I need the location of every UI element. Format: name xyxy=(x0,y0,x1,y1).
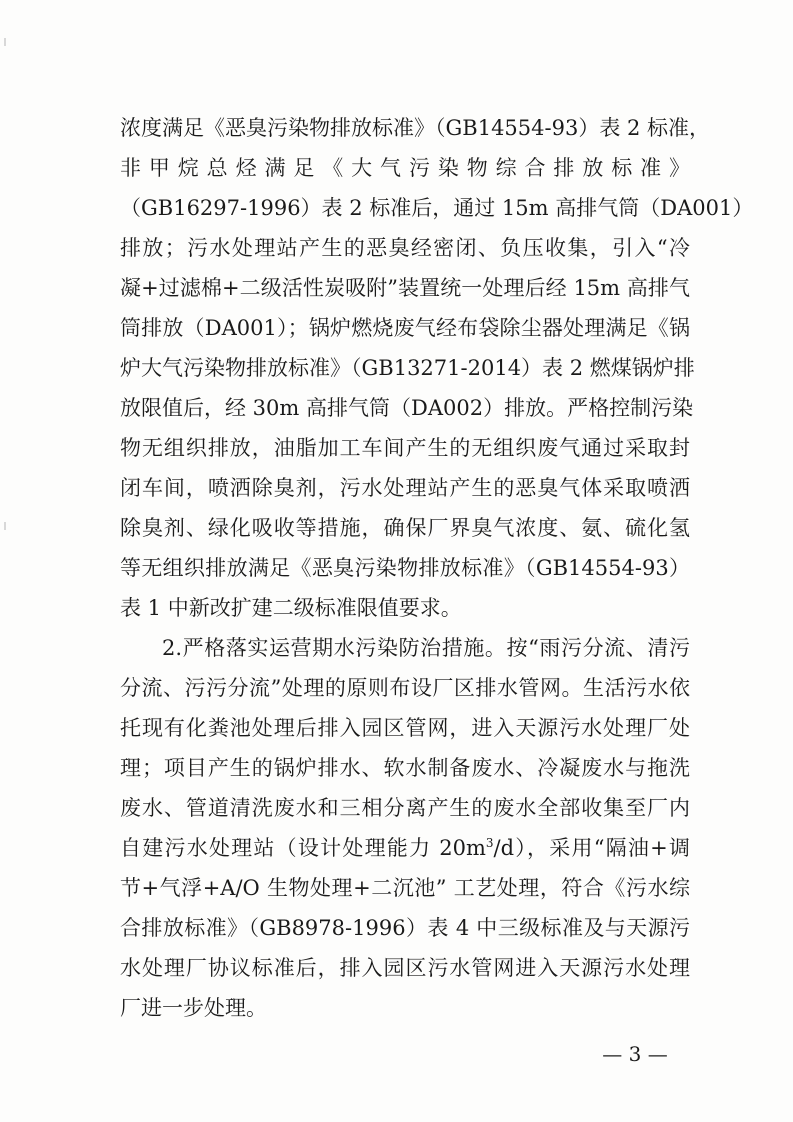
paragraph-line-11: 除臭剂、绿化吸收等措施，确保厂界臭气浓度、氨、硫化氢 xyxy=(120,516,690,540)
paragraph-line-16: 托现有化粪池处理后排入园区管网，进入天源污水处理厂处 xyxy=(120,716,690,740)
paragraph-line-8: 放限值后，经 30m 高排气筒（DA002）排放。严格控制污染 xyxy=(120,396,694,420)
capacity-text-after: /d），采用“隔油+调 xyxy=(493,836,690,860)
paragraph-line-20: 节+气浮+A/O 生物处理+二沉池” 工艺处理，符合《污水综 xyxy=(120,876,690,900)
paragraph-line-7: 炉大气污染物排放标准》（GB13271-2014）表 2 燃煤锅炉排 xyxy=(120,356,695,380)
capacity-text-before: 自建污水处理站（设计处理能力 20m xyxy=(120,836,486,860)
paragraph-line-4: 排放；污水处理站产生的恶臭经密闭、负压收集，引入“冷 xyxy=(120,236,690,260)
page-number: — 3 — xyxy=(602,1042,668,1066)
paragraph-line-18: 废水、管道清洗废水和三相分离产生的废水全部收集至厂内 xyxy=(120,796,690,820)
paragraph-line-17: 理；项目产生的锅炉排水、软水制备废水、冷凝废水与拖洗 xyxy=(120,756,690,780)
paragraph-line-22: 水处理厂协议标准后，排入园区污水管网进入天源污水处理 xyxy=(120,956,690,980)
paragraph-line-9: 物无组织排放，油脂加工车间产生的无组织废气通过采取封 xyxy=(120,436,690,460)
paragraph-line-2: 非甲烷总烃满足《大气污染物综合排放标准》 xyxy=(120,156,690,180)
paragraph-line-13: 表 1 中新改扩建二级标准限值要求。 xyxy=(120,596,462,620)
paragraph-line-6: 筒排放（DA001）；锅炉燃烧废气经布袋除尘器处理满足《锅 xyxy=(120,316,690,340)
cubic-superscript: 3 xyxy=(485,836,494,850)
paragraph-line-21: 合排放标准》（GB8978-1996）表 4 中三级标准及与天源污 xyxy=(120,916,690,940)
paragraph-line-10: 闭车间，喷洒除臭剂，污水处理站产生的恶臭气体采取喷洒 xyxy=(120,476,690,500)
paragraph-line-1: 浓度满足《恶臭污染物排放标准》（GB14554-93）表 2 标准， xyxy=(120,116,711,140)
paragraph-line-capacity xyxy=(120,833,690,863)
paragraph-line-5: 凝+过滤棉+二级活性炭吸附”装置统一处理后经 15m 高排气 xyxy=(120,276,690,300)
section-2-heading-line: 2.严格落实运营期水污染防治措施。按“雨污分流、清污 xyxy=(162,636,690,660)
paragraph-line-3: （GB16297-1996）表 2 标准后，通过 15m 高排气筒（DA001） xyxy=(120,196,754,220)
paragraph-line-15: 分流、污污分流”处理的原则布设厂区排水管网。生活污水依 xyxy=(120,676,690,700)
paragraph-line-23: 厂进一步处理。 xyxy=(120,996,267,1020)
paragraph-line-12: 等无组织排放满足《恶臭污染物排放标准》（GB14554-93） xyxy=(120,556,690,580)
